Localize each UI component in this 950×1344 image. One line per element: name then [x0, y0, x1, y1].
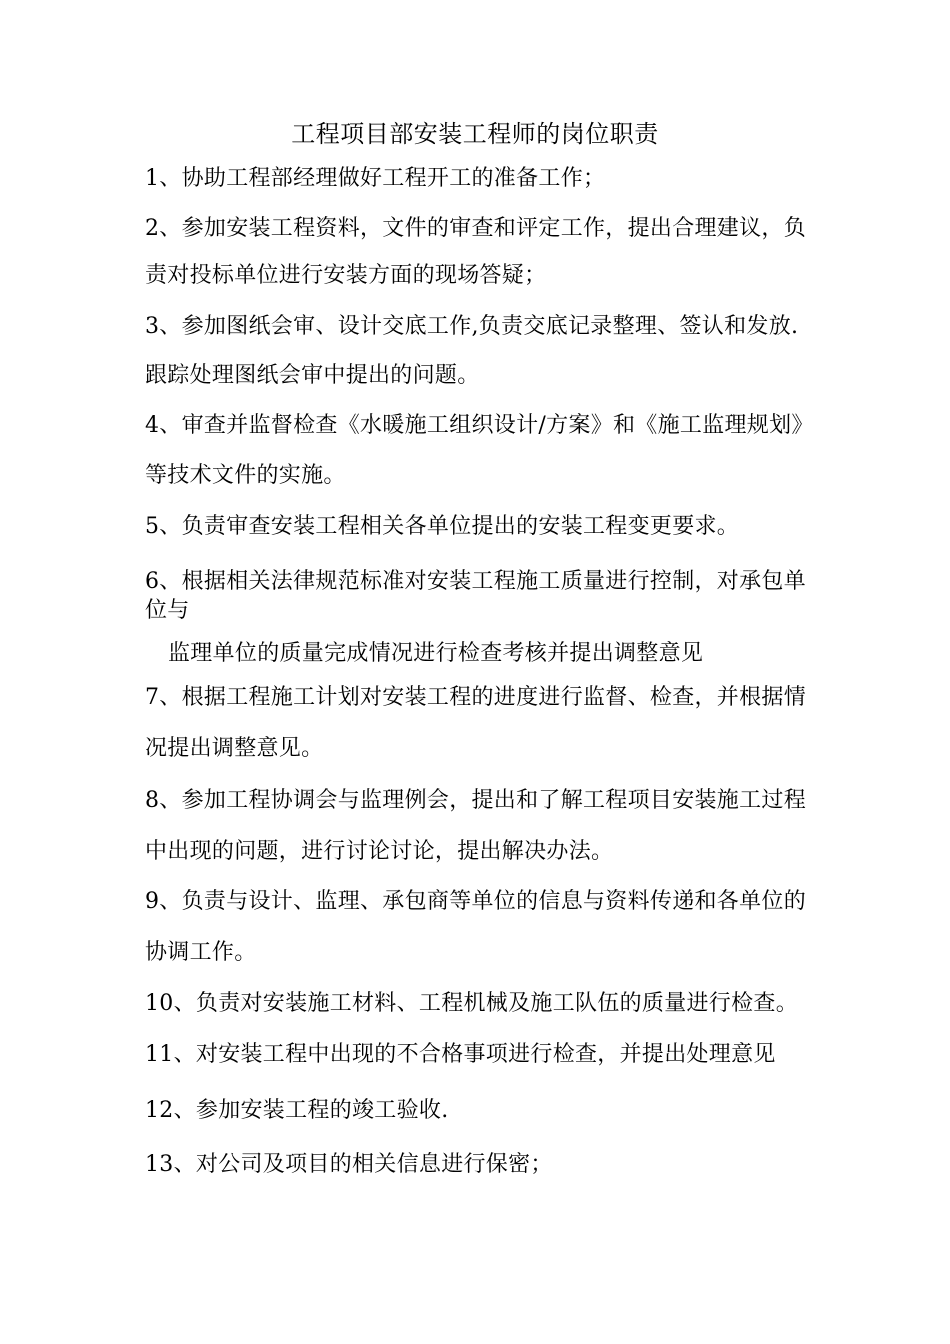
document-title: 工程项目部安装工程师的岗位职责 [291, 120, 659, 148]
duty-line-12: 12、参加安装工程的竣工验收. [145, 1098, 449, 1123]
duty-line-7-cont: 况提出调整意见。 [145, 736, 324, 761]
duty-line-7: 7、根据工程施工计划对安装工程的进度进行监督、检查，并根据情 [145, 685, 806, 710]
duty-line-2-cont: 责对投标单位进行安装方面的现场答疑； [145, 263, 547, 288]
duty-line-6-cont: 位与 [145, 598, 190, 623]
duty-line-8-cont: 中出现的问题，进行讨论讨论，提出解决办法。 [145, 839, 614, 864]
duty-line-6: 6、根据相关法律规范标准对安装工程施工质量进行控制，对承包单 [145, 569, 806, 594]
duty-line-3-cont: 跟踪处理图纸会审中提出的问题。 [145, 363, 480, 388]
duty-line-9: 9、负责与设计、监理、承包商等单位的信息与资料传递和各单位的 [145, 889, 806, 914]
duty-line-1: 1、协助工程部经理做好工程开工的准备工作； [145, 166, 606, 191]
duty-line-8: 8、参加工程协调会与监理例会，提出和了解工程项目安装施工过程 [145, 788, 806, 813]
duty-line-4-cont: 等技术文件的实施。 [145, 463, 346, 488]
duty-line-4: 4、审查并监督检查《水暖施工组织设计/方案》和《施工监理规划》 [145, 413, 814, 438]
duty-line-13: 13、对公司及项目的相关信息进行保密； [145, 1152, 553, 1177]
duty-line-2: 2、参加安装工程资料，文件的审查和评定工作，提出合理建议，负 [145, 216, 806, 241]
duty-line-10: 10、负责对安装施工材料、工程机械及施工队伍的质量进行检查。 [145, 991, 798, 1016]
duty-line-5: 5、负责审查安装工程相关各单位提出的安装工程变更要求。 [145, 514, 740, 539]
duty-line-6-indent: 监理单位的质量完成情况进行检查考核并提出调整意见 [168, 641, 704, 666]
duty-line-11: 11、对安装工程中出现的不合格事项进行检查，并提出处理意见 [145, 1042, 776, 1067]
duty-line-9-cont: 协调工作。 [145, 940, 257, 965]
duty-line-3: 3、参加图纸会审、设计交底工作,负责交底记录整理、签认和发放. [145, 314, 799, 339]
